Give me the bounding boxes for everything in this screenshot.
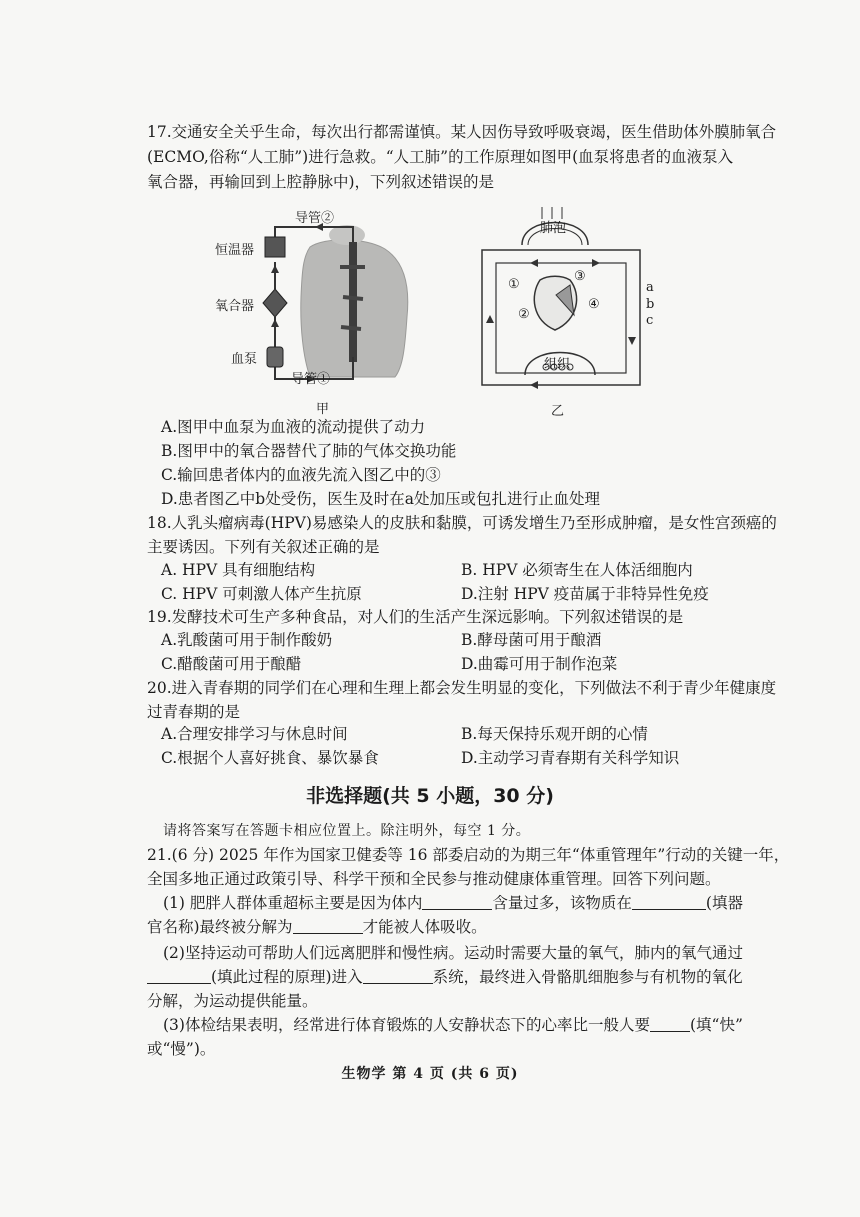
q20-stem-line-2: 过青春期的是 <box>147 703 241 721</box>
q17-option-d: D.患者图乙中b处受伤，医生及时在a处加压或包扎进行止血处理 <box>161 490 600 508</box>
q18-stem-line-1: 18.人乳头瘤病毒(HPV)易感染人的皮肤和黏膜，可诱发增生乃至形成肿瘤，是女性宫颈癌的 <box>147 514 777 532</box>
answer-blank-2[interactable] <box>632 894 706 910</box>
label-tube-1: 导管① <box>291 372 331 387</box>
q18-stem-line-2: 主要诱因。下列有关叙述正确的是 <box>147 538 380 556</box>
label-b: b <box>646 297 655 312</box>
q20-option-b: B.每天保持乐观开朗的心情 <box>461 725 648 743</box>
q21-stem-line-1: 21.(6 分) 2025 年作为国家卫健委等 16 部委启动的为期三年“体重管理年”行动的关键一年， <box>147 846 790 864</box>
section-instruction: 请将答案写在答题卡相应位置上。除注明外，每空 1 分。 <box>163 823 531 839</box>
q21-part1-text-e: 才能被人体吸收。 <box>362 918 487 936</box>
q19-option-a: A.乳酸菌可用于制作酸奶 <box>161 631 333 649</box>
section-title: 非选择题(共 5 小题，30 分) <box>306 785 554 807</box>
label-n2: ② <box>518 307 530 322</box>
q20-stem-line-1: 20.进入青春期的同学们在心理和生理上都会发生明显的变化，下列做法不利于青少年健康度 <box>147 679 777 697</box>
label-n4: ④ <box>588 297 600 312</box>
caption-jia: 甲 <box>316 402 330 417</box>
q18-option-c: C. HPV 可刺激人体产生抗原 <box>161 585 362 603</box>
q19-option-c: C.醋酸菌可用于酿醋 <box>161 655 302 673</box>
q21-part3-text-a: (3)体检结果表明，经常进行体育锻炼的人安静状态下的心率比一般人要 <box>163 1016 650 1034</box>
label-n3: ③ <box>574 269 586 284</box>
q17-stem-line-3: 氧合器，再输回到上腔静脉中)，下列叙述错误的是 <box>147 173 495 191</box>
q19-stem: 19.发酵技术可生产多种食品，对人们的生活产生深远影响。下列叙述错误的是 <box>147 608 684 626</box>
q17-option-c: C.输回患者体内的血液先流入图乙中的③ <box>161 466 441 484</box>
q20-option-a: A.合理安排学习与休息时间 <box>161 725 348 743</box>
label-tube-2: 导管② <box>295 211 335 226</box>
label-tissue: 组织 <box>544 357 571 372</box>
answer-blank-5[interactable] <box>363 968 433 984</box>
q21-part1-text-b: 含量过多，该物质在 <box>492 894 632 912</box>
q21-part2-line-2 <box>147 967 743 987</box>
page-footer: 生物学 第 4 页 (共 6 页) <box>341 1066 519 1082</box>
q18-option-a: A. HPV 具有细胞结构 <box>161 561 316 579</box>
q21-part2-line-1: (2)坚持运动可帮助人们远离肥胖和慢性病。运动时需要大量的氧气，肺内的氧气通过 <box>163 944 743 962</box>
q21-part2-text-c: 系统，最终进入骨骼肌细胞参与有机物的氧化 <box>432 968 743 986</box>
q20-option-d: D.主动学习青春期有关科学知识 <box>461 749 680 767</box>
label-heater: 恒温器 <box>215 243 255 258</box>
label-alveoli: 肺泡 <box>540 221 567 236</box>
q21-part1-text-a: (1) 肥胖人群体重超标主要是因为体内 <box>163 894 423 912</box>
figure-yi <box>470 205 660 415</box>
label-c: c <box>646 313 654 328</box>
answer-blank-1[interactable] <box>422 894 492 910</box>
q17-option-a: A.图甲中血泵为血液的流动提供了动力 <box>161 418 426 436</box>
answer-blank-6[interactable] <box>650 1016 690 1032</box>
q21-part1-text-c: (填器 <box>705 894 743 912</box>
figure-jia <box>215 207 430 407</box>
q19-option-b: B.酵母菌可用于酿酒 <box>461 631 602 649</box>
q21-part3-line-2: 或“慢”)。 <box>147 1040 216 1058</box>
q21-part1-line-1 <box>163 893 743 913</box>
q17-stem-line-1: 17.交通安全关乎生命，每次出行都需谨慎。某人因伤导致呼吸衰竭，医生借助体外膜肺氧合 <box>147 123 777 141</box>
q19-option-d: D.曲霉可用于制作泡菜 <box>461 655 618 673</box>
q18-option-d: D.注射 HPV 疫苗属于非特异性免疫 <box>461 585 709 603</box>
q21-stem-line-2: 全国多地正通过政策引导、科学干预和全民参与推动健康体重管理。回答下列问题。 <box>147 870 721 888</box>
label-pump: 血泵 <box>231 352 258 367</box>
answer-blank-4[interactable] <box>147 968 211 984</box>
q21-part3-text-b: (填“快” <box>689 1016 743 1034</box>
q18-option-b: B. HPV 必须寄生在人体活细胞内 <box>461 561 693 579</box>
answer-blank-3[interactable] <box>293 918 363 934</box>
q17-stem-line-2: (ECMO,俗称“人工肺”)进行急救。“人工肺”的工作原理如图甲(血泵将患者的血液泵入 <box>147 148 734 166</box>
q17-option-b: B.图甲中的氧合器替代了肺的气体交换功能 <box>161 442 457 460</box>
q20-option-c: C.根据个人喜好挑食、暴饮暴食 <box>161 749 379 767</box>
q21-part1-text-d: 官名称)最终被分解为 <box>147 918 293 936</box>
caption-yi: 乙 <box>551 404 565 419</box>
label-n1: ① <box>508 277 520 292</box>
q21-part3-line-1 <box>163 1015 743 1035</box>
label-oxygenator: 氧合器 <box>215 299 255 314</box>
q21-part2-text-b: (填此过程的原理)进入 <box>211 968 363 986</box>
q21-part1-line-2 <box>147 917 487 937</box>
label-a: a <box>646 280 654 295</box>
q21-part2-line-3: 分解，为运动提供能量。 <box>147 992 318 1010</box>
